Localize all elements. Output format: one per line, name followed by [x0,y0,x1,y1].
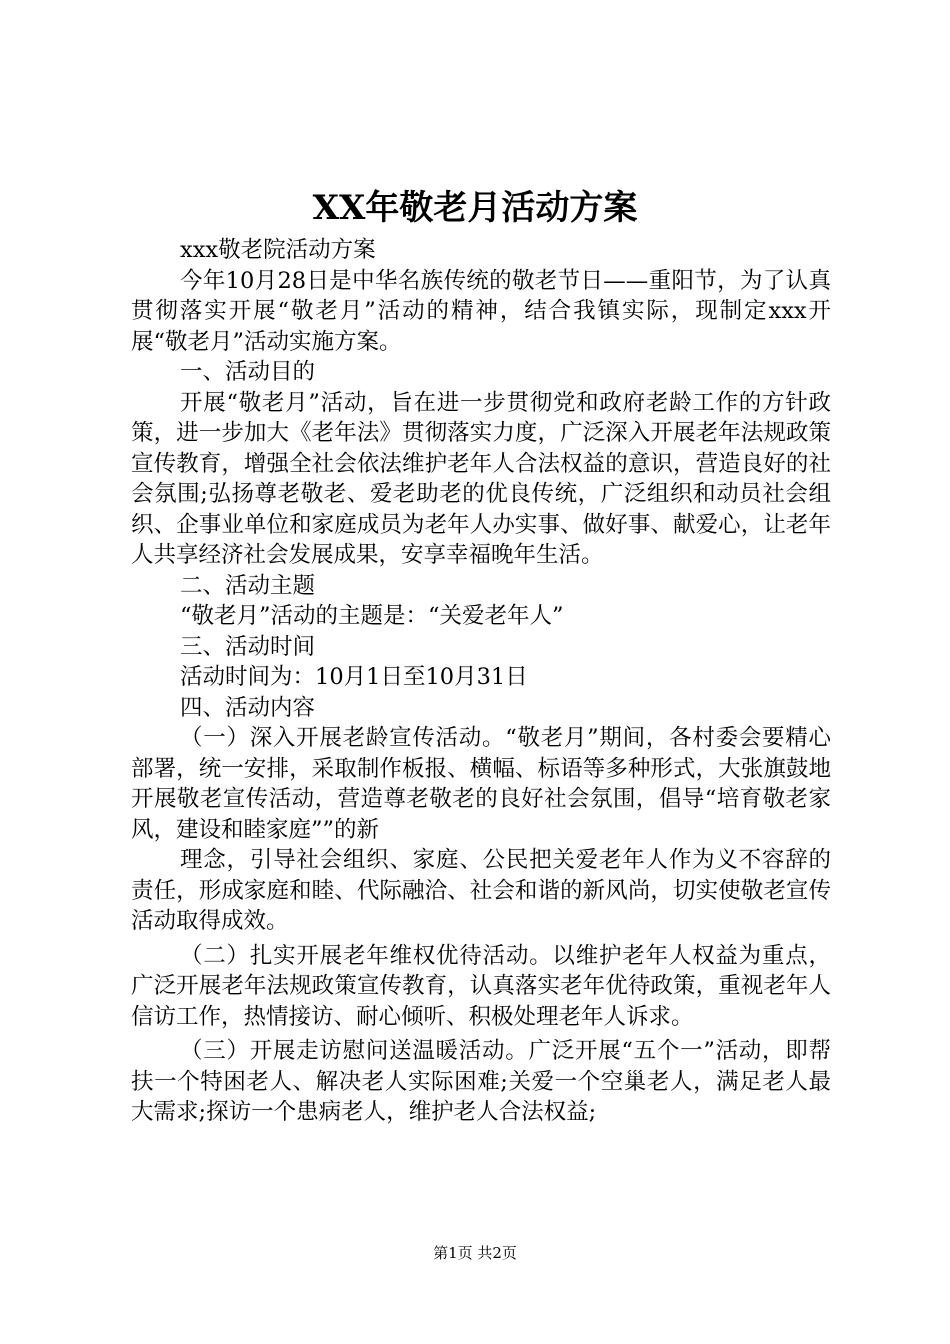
heading-purpose: 一、活动目的 [180,359,316,385]
paragraph-content-3: （三）开展走访慰问送温暖活动。广泛开展“五个一”活动，即帮扶一个特困老人、解决老人实际困难;关爱一个空巢老人，满足老人最大需求;探访一个患病老人，维护老人合法权益; [131,1038,831,1125]
paragraph-content-2: （二）扎实开展老年维权优待活动。以维护老年人权益为重点，广泛开展老年法规政策宣传教育，认真落实老年优待政策，重视老年人信访工作，热情接访、耐心倾听、积极处理老年人诉求。 [131,942,831,1030]
page-number-footer: 第1页 共2页 [433,1244,517,1262]
paragraph-content-1-cont: 理念，引导社会组织、家庭、公民把关爱老年人作为义不容辞的责任，形成家庭和睦、代际融洽、社会和谐的新风尚，切实使敬老宣传活动取得成效。 [131,847,831,934]
paragraph-purpose: 开展“敬老月”活动，旨在进一步贯彻党和政府老龄工作的方针政策，进一步加大《老年法》贯彻落实力度，广泛深入开展老年法规政策宣传教育，增强全社会依法维护老年人合法权益的意识，营造良好的社会氛围;弘扬尊老敬老、爱老助老的优良传统，广泛组织和动员社会组织、企事业单位和家庭成员为老年人办实事、做好事、献爱心，让老年人共享经济社会发展成果，安享幸福晚年生活。 [131,389,831,568]
paragraph-theme: “敬老月”活动的主题是：“关爱老年人” [180,603,564,629]
document-body [131,235,831,1128]
paragraph-time: 活动时间为：10月1日至10月31日 [180,664,528,690]
heading-time: 三、活动时间 [180,633,316,660]
paragraph-subtitle: xxx敬老院活动方案 [180,237,376,263]
document-title: XX年敬老月活动方案 [312,188,638,228]
paragraph-intro: 今年10月28日是中华名族传统的敬老节日——重阳节，为了认真贯彻落实开展“敬老月”活动的精神，结合我镇实际，现制定xxx开展“敬老月”活动实施方案。 [131,267,831,355]
heading-content: 四、活动内容 [180,694,316,721]
heading-theme: 二、活动主题 [180,572,316,599]
paragraph-content-1: （一）深入开展老龄宣传活动。“敬老月”期间，各村委会要精心部署，统一安排，采取制作板报、横幅、标语等多种形式，大张旗鼓地开展敬老宣传活动，营造尊老敬老的良好社会氛围，倡导“培育敬老家风，建设和睦家庭””的新 [131,725,831,843]
